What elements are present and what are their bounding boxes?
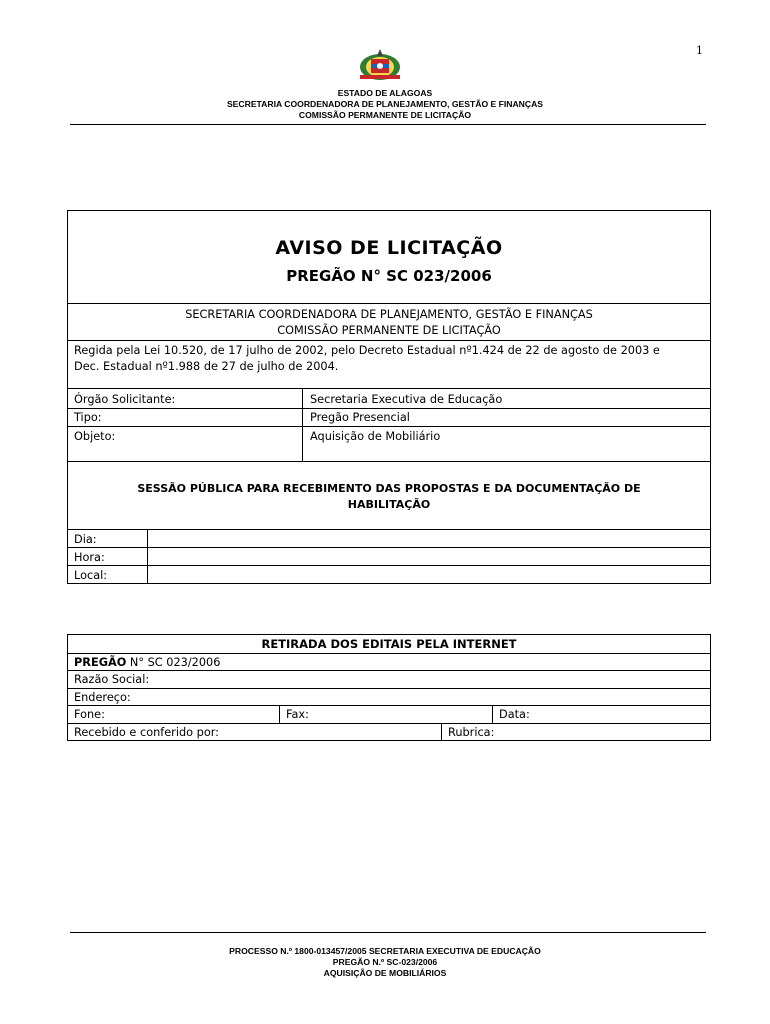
header-commission: COMISSÃO PERMANENTE DE LICITAÇÃO <box>298 110 472 120</box>
field-value-tipo: Pregão Presencial <box>310 411 410 424</box>
notice-legal-line1: Regida pela Lei 10.520, de 17 julho de 2002, pelo Decreto Estadual nº1.424 de 22 de agosto de 2003 e <box>74 344 660 357</box>
field-label-objeto: Objeto: <box>74 430 116 443</box>
download-form-title: RETIRADA DOS EDITAIS PELA INTERNET <box>261 637 517 651</box>
footer-divider <box>70 932 706 933</box>
rubrica-field[interactable]: Rubrica: <box>448 726 495 739</box>
schedule-label-local: Local: <box>74 569 108 582</box>
schedule-label-hora: Hora: <box>74 551 105 564</box>
endereco-field[interactable]: Endereço: <box>74 691 131 704</box>
field-label-tipo: Tipo: <box>74 411 102 424</box>
data-field[interactable]: Data: <box>499 708 530 721</box>
session-line1: SESSÃO PÚBLICA PARA RECEBIMENTO DAS PROPOSTAS E DA DOCUMENTAÇÃO DE <box>137 482 641 495</box>
header-divider <box>70 124 706 125</box>
header-secretariat: SECRETARIA COORDENADORA DE PLANEJAMENTO, GESTÃO E FINANÇAS <box>226 99 544 109</box>
field-value-orgao: Secretaria Executiva de Educação <box>310 393 503 406</box>
footer-pregao: PREGÃO N.º SC-023/2006 <box>332 957 438 967</box>
notice-subtitle: PREGÃO N° SC 023/2006 <box>286 267 492 285</box>
header-state: ESTADO DE ALAGOAS <box>337 88 433 98</box>
razao-social-field[interactable]: Razão Social: <box>74 673 150 686</box>
notice-org-line1: SECRETARIA COORDENADORA DE PLANEJAMENTO, GESTÃO E FINANÇAS <box>185 308 593 321</box>
notice-org-line2: COMISSÃO PERMANENTE DE LICITAÇÃO <box>277 324 501 337</box>
notice-legal-line2: Dec. Estadual nº1.988 de 27 de julho de 2004. <box>74 360 339 373</box>
fone-field[interactable]: Fone: <box>74 708 105 721</box>
schedule-label-dia: Dia: <box>74 533 97 546</box>
page-number: 1 <box>696 44 703 57</box>
notice-title: AVISO DE LICITAÇÃO <box>275 237 503 259</box>
footer-process: PROCESSO N.º 1800-013457/2005 SECRETARIA EXECUTIVA DE EDUCAÇÃO <box>229 946 541 956</box>
state-coat-of-arms-icon <box>357 48 403 82</box>
footer-object: AQUISIÇÃO DE MOBILIÁRIOS <box>323 968 447 978</box>
session-line2: HABILITAÇÃO <box>347 498 431 511</box>
notice-box <box>67 210 711 584</box>
field-value-objeto: Aquisição de Mobiliário <box>310 430 441 443</box>
recebido-field[interactable]: Recebido e conferido por: <box>74 726 219 739</box>
fax-field[interactable]: Fax: <box>286 708 309 721</box>
download-form-pregao: PREGÃO N° SC 023/2006 <box>74 656 221 669</box>
download-form <box>67 634 711 741</box>
field-label-orgao: Órgão Solicitante: <box>74 393 176 406</box>
